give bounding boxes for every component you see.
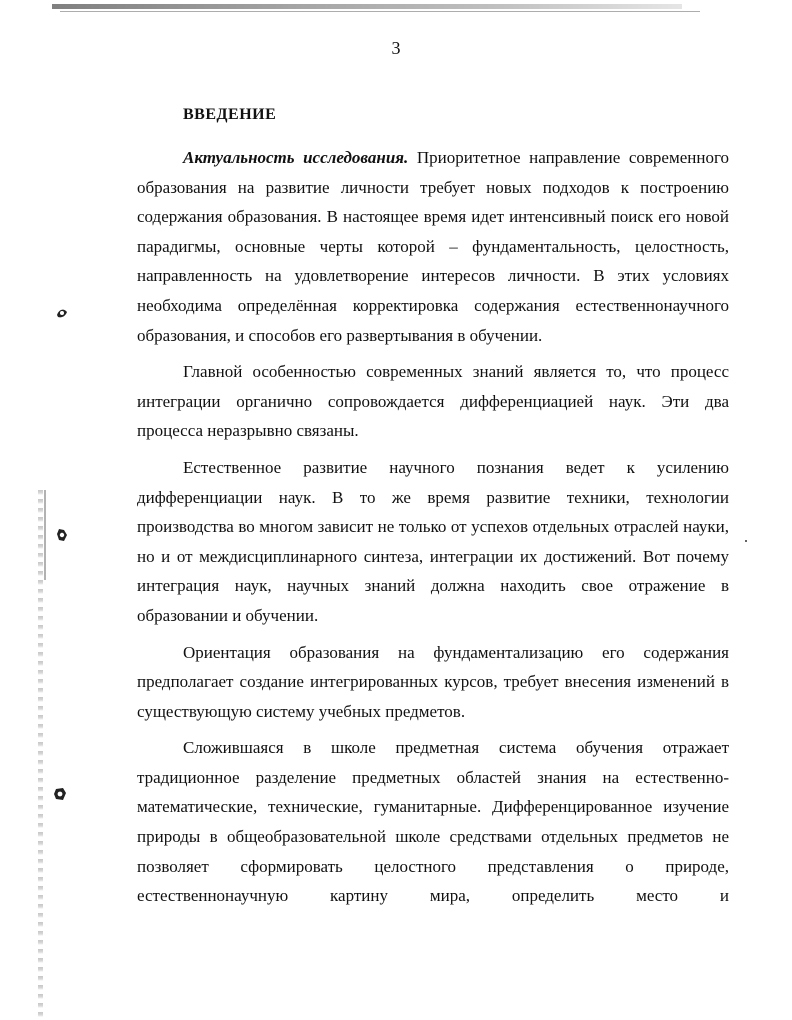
paragraph: [137, 638, 729, 727]
page-number: 3: [391, 38, 401, 58]
paragraph: [137, 453, 729, 631]
paragraph-text: Сложившаяся в школе предметная система обучения отражает традиционное разделение предметных областей знания на естественно-математические, технические, гуманитарные. Дифференцированное изучение природы в общеобразовательной школе средствами отдельных предметов не позволяет сформировать целостного представления о природе, естественнонаучную картину мира, определить место и: [137, 738, 729, 906]
paragraph: [137, 357, 729, 446]
binding-hole-mark-icon: [55, 528, 69, 542]
document-body: [137, 143, 729, 911]
paragraph-text: Главной особенностью современных знаний является то, что процесс интеграции органично сопровождается дифференциацией наук. Эти два процесса неразрывно связаны.: [137, 362, 729, 441]
section-heading: ВВЕДЕНИЕ: [183, 106, 277, 123]
paragraph-text: Приоритетное направление современного образования на развитие личности требует новых подходов к построению содержания образования. В настоящее время идет интенсивный поиск его новой парадигмы, основные черты которой – фундаментальность, целостность, направленность на удовлетворение интересов личности. В этих условиях необходима определённая корректировка содержания естественнонаучного образования, и способов его развертывания в обучении.: [137, 148, 730, 345]
scan-artifact-left-edge-line: [44, 490, 46, 580]
binding-hole-mark-icon: [55, 306, 69, 320]
binding-hole-mark-icon: [53, 787, 67, 801]
paragraph-text: Естественное развитие научного познания ведет к усилению дифференциации наук. В то же время развитие техники, технологии производства во многом зависит не только от успехов отдельных отраслей науки, но и от междисциплинарного синтеза, интеграции их достижений. Вот почему интеграция наук, научных знаний должна находить свое отражение в образовании и обучении.: [137, 457, 729, 625]
scan-artifact-top-line: [60, 11, 700, 12]
scan-speck: [745, 540, 747, 542]
paragraph-relevance: [137, 143, 729, 350]
scan-artifact-top: [52, 4, 682, 9]
paragraph-lead: Актуальность исследования.: [183, 148, 409, 167]
paragraph: [137, 733, 729, 911]
scan-artifact-left-edge: [38, 490, 43, 1020]
paragraph-text: Ориентация образования на фундаментализацию его содержания предполагает создание интегрированных курсов, требует внесения изменений в существующую систему учебных предметов.: [137, 642, 729, 721]
